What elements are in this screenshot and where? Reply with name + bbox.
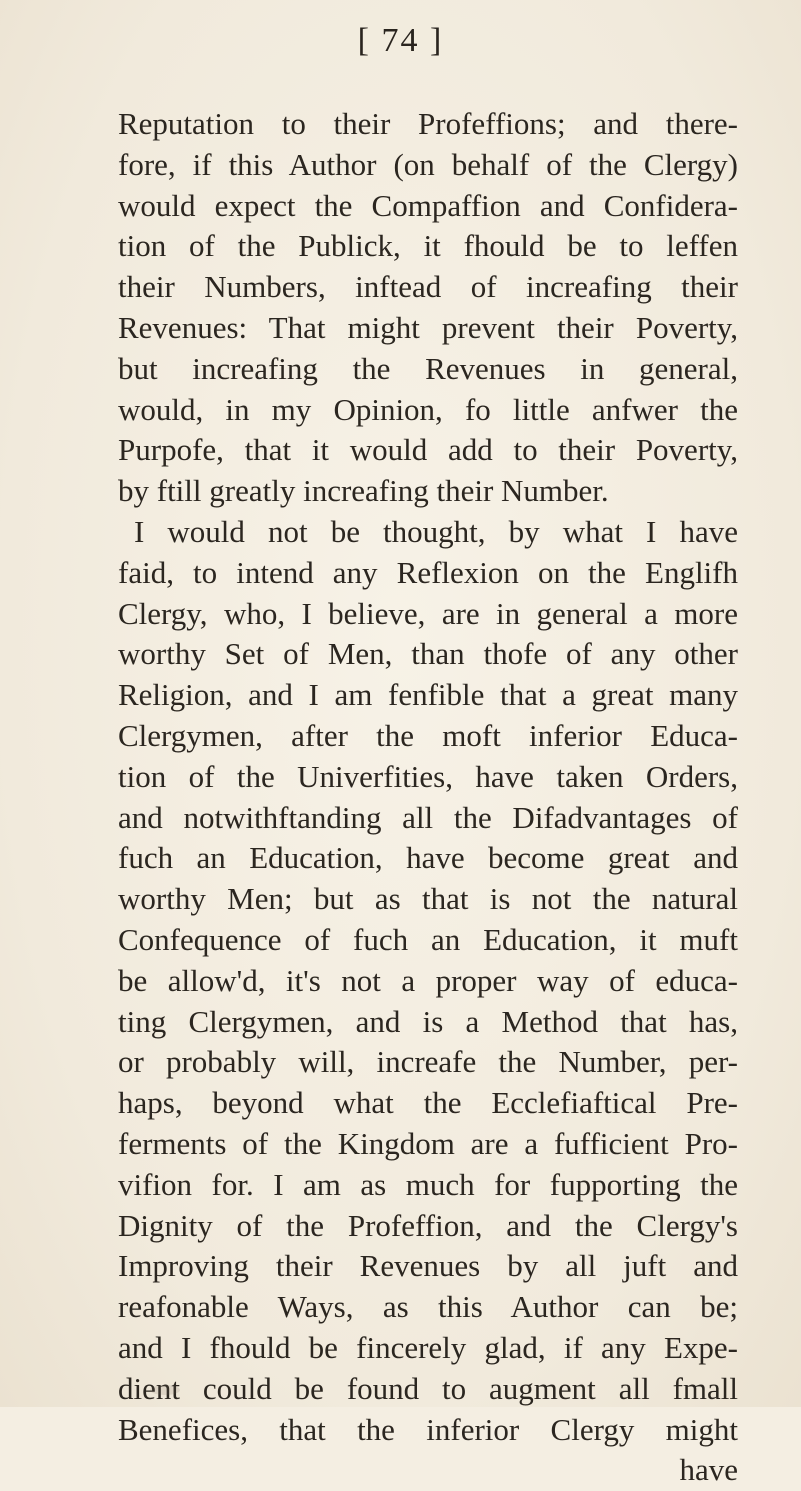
catchword: have	[679, 1452, 738, 1488]
text-line: faid, to intend any Reflexion on the Englifh	[118, 554, 738, 590]
text-line: fore, if this Author (on behalf of the Clergy)	[118, 146, 738, 182]
text-line: ting Clergymen, and is a Method that has,	[118, 1003, 738, 1039]
text-line: tion of the Publick, it fhould be to leffen	[118, 228, 738, 264]
text-line: vifion for. I am as much for fupporting the	[118, 1166, 738, 1202]
text-line: Improving their Revenues by all juft and	[118, 1248, 738, 1284]
text-line: reafonable Ways, as this Author can be;	[118, 1289, 738, 1325]
text-line: Dignity of the Profeffion, and the Clergy's	[118, 1207, 738, 1243]
text-line: ferments of the Kingdom are a fufficient Pro-	[118, 1125, 738, 1161]
text-line: would expect the Compaffion and Confidera-	[118, 187, 738, 223]
text-line: haps, beyond what the Ecclefiaftical Pre-	[118, 1085, 738, 1121]
text-line: dient could be found to augment all fmall	[118, 1370, 738, 1406]
text-line: fuch an Education, have become great and	[118, 840, 738, 876]
text-line: would, in my Opinion, fo little anfwer the	[118, 391, 738, 427]
text-line: or probably will, increafe the Number, per-	[118, 1044, 738, 1080]
page-number: [ 74 ]	[357, 22, 444, 59]
text-line: I would not be thought, by what I have	[134, 513, 738, 549]
text-line: Clergymen, after the moft inferior Educa-	[118, 717, 738, 753]
text-line: their Numbers, inftead of increafing their	[118, 269, 738, 305]
text-line: Benefices, that the inferior Clergy might	[118, 1411, 738, 1447]
text-line: and notwithftanding all the Difadvantages of	[118, 799, 738, 835]
text-line: Revenues: That might prevent their Poverty,	[118, 309, 738, 345]
text-line: Confequence of fuch an Education, it muft	[118, 921, 738, 957]
body-text	[118, 104, 738, 1491]
text-line: worthy Men; but as that is not the natural	[118, 881, 738, 917]
text-line: tion of the Univerfities, have taken Orders,	[118, 758, 738, 794]
text-line: Religion, and I am fenfible that a great many	[118, 677, 738, 713]
text-line: worthy Set of Men, than thofe of any other	[118, 636, 738, 672]
text-line: and I fhould be fincerely glad, if any Expe-	[118, 1329, 738, 1365]
text-line: Purpofe, that it would add to their Poverty,	[118, 432, 738, 468]
text-line: by ftill greatly increafing their Number.	[118, 473, 609, 509]
text-line: but increafing the Revenues in general,	[118, 350, 738, 386]
text-line: Clergy, who, I believe, are in general a more	[118, 595, 738, 631]
text-line: be allow'd, it's not a proper way of educa-	[118, 962, 738, 998]
paper-smudge	[150, 1385, 180, 1395]
text-line: Reputation to their Profeffions; and there-	[118, 106, 738, 141]
